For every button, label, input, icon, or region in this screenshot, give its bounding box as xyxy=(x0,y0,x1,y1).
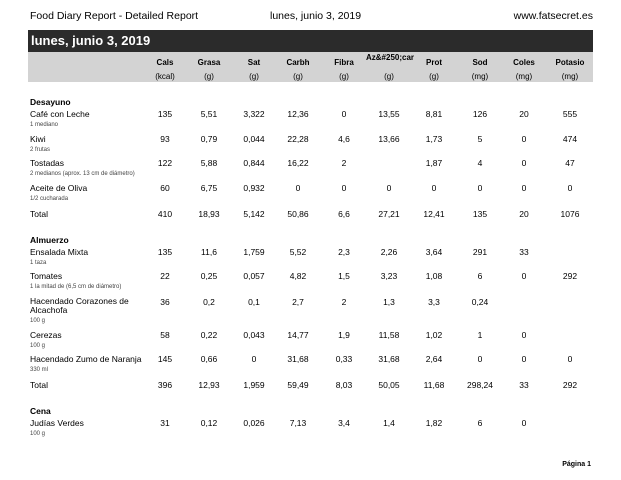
nutrient-value: 1 xyxy=(477,330,483,340)
nutrient-value: 291 xyxy=(472,247,488,257)
section-total-value: 410 xyxy=(157,209,173,219)
nutrient-value: 1,759 xyxy=(243,247,265,257)
nutrient-value: 0,24 xyxy=(471,297,489,307)
nutrient-value: 1,08 xyxy=(425,271,443,281)
column-header-name: Cals xyxy=(156,58,174,67)
nutrient-value: 474 xyxy=(562,134,578,144)
nutrient-value: 0,057 xyxy=(243,271,265,281)
nutrient-value: 126 xyxy=(472,109,488,119)
nutrient-value: 13,66 xyxy=(378,134,400,144)
food-item-portion: 1 la mitad de (6,5 cm de diámetro) xyxy=(30,284,122,290)
nutrient-value: 2,26 xyxy=(380,247,398,257)
nutrient-value: 0,33 xyxy=(335,354,353,364)
section-total-value: 135 xyxy=(472,209,488,219)
nutrient-value: 33 xyxy=(519,247,529,257)
food-item-name[interactable]: Café con Leche xyxy=(30,109,90,119)
nutrient-value: 1,9 xyxy=(338,330,350,340)
nutrient-value: 0 xyxy=(295,183,301,193)
nutrient-value: 0,79 xyxy=(200,134,218,144)
nutrient-value: 13,55 xyxy=(378,109,400,119)
section-total-value: 12,93 xyxy=(198,380,220,390)
column-header-unit: (g) xyxy=(384,72,394,81)
nutrient-value: 555 xyxy=(562,109,578,119)
column-header-name: Carbh xyxy=(286,58,310,67)
food-item-name[interactable]: Hacendado Corazones de Alcachofa xyxy=(30,296,129,315)
nutrient-value: 292 xyxy=(562,271,578,281)
nutrient-value: 145 xyxy=(157,354,173,364)
food-item-name[interactable]: Kiwi xyxy=(30,134,46,144)
nutrient-value: 0,1 xyxy=(248,297,260,307)
nutrient-value: 93 xyxy=(160,134,170,144)
section-total-value: 33 xyxy=(519,380,529,390)
nutrient-value: 22 xyxy=(160,271,170,281)
section-total-value: 59,49 xyxy=(287,380,309,390)
nutrient-value: 0,026 xyxy=(243,418,265,428)
nutrient-value: 0 xyxy=(341,183,347,193)
column-header-unit: (g) xyxy=(429,72,439,81)
section-total-value: 298,24 xyxy=(467,380,493,390)
nutrient-value: 6 xyxy=(477,271,483,281)
nutrient-value: 0,25 xyxy=(200,271,218,281)
nutrient-value: 1,02 xyxy=(425,330,443,340)
nutrient-value: 0,844 xyxy=(243,158,265,168)
nutrient-value: 1,73 xyxy=(425,134,443,144)
column-header-unit: (kcal) xyxy=(155,72,175,81)
nutrient-value: 11,58 xyxy=(378,330,400,340)
nutrient-value: 6 xyxy=(477,418,483,428)
nutrient-value: 7,13 xyxy=(289,418,307,428)
nutrient-value: 5,51 xyxy=(200,109,218,119)
section-total-value: 396 xyxy=(157,380,173,390)
nutrient-value: 0 xyxy=(431,183,437,193)
nutrient-value: 3,23 xyxy=(380,271,398,281)
nutrient-value: 0 xyxy=(251,354,257,364)
nutrient-value: 0,932 xyxy=(243,183,265,193)
section-total-value: 50,86 xyxy=(287,209,309,219)
nutrient-value: 6,75 xyxy=(200,183,218,193)
food-item-portion: 2 medianos (aprox. 13 cm de diámetro) xyxy=(30,171,135,177)
nutrient-value: 0,044 xyxy=(243,134,265,144)
section-total-value: 5,142 xyxy=(243,209,265,219)
nutrient-value: 3,4 xyxy=(338,418,350,428)
nutrient-value: 60 xyxy=(160,183,170,193)
nutrient-value: 0 xyxy=(341,109,347,119)
section-total-value: 18,93 xyxy=(198,209,220,219)
nutrient-value: 11,6 xyxy=(201,247,217,257)
meal-section-title: Cena xyxy=(30,406,51,416)
nutrient-value: 20 xyxy=(519,109,529,119)
nutrient-value: 1,4 xyxy=(383,418,395,428)
column-header-unit: (mg) xyxy=(561,72,579,81)
nutrient-value: 0 xyxy=(567,183,573,193)
nutrient-value: 0,043 xyxy=(243,330,265,340)
nutrient-value: 0 xyxy=(521,271,527,281)
section-total-label: Total xyxy=(30,380,48,390)
food-item-name[interactable]: Tostadas xyxy=(30,158,65,168)
nutrient-value: 5,52 xyxy=(289,247,307,257)
nutrient-value: 1,87 xyxy=(425,158,443,168)
nutrient-value: 47 xyxy=(565,158,575,168)
nutrient-value: 2,3 xyxy=(338,247,350,257)
nutrient-value: 16,22 xyxy=(287,158,309,168)
nutrient-value: 2 xyxy=(341,297,347,307)
nutrient-value: 0 xyxy=(477,354,483,364)
nutrient-value: 4 xyxy=(477,158,483,168)
column-header-unit: (mg) xyxy=(471,72,489,81)
nutrient-value: 0,2 xyxy=(203,297,215,307)
section-total-value: 1076 xyxy=(560,209,580,219)
section-total-value: 20 xyxy=(519,209,529,219)
nutrient-value: 1,82 xyxy=(425,418,443,428)
nutrient-value: 135 xyxy=(157,247,173,257)
meal-section-title: Almuerzo xyxy=(30,235,69,245)
nutrient-value: 1,3 xyxy=(383,297,395,307)
section-total-label: Total xyxy=(30,209,48,219)
nutrient-value: 0 xyxy=(521,418,527,428)
section-total-value: 1,959 xyxy=(243,380,265,390)
report-date: lunes, junio 3, 2019 xyxy=(270,10,362,22)
food-item-name[interactable]: Hacendado Zumo de Naranja xyxy=(30,354,142,364)
column-header-unit: (g) xyxy=(249,72,259,81)
food-item-name[interactable]: Tomates xyxy=(30,271,63,281)
section-total-value: 6,6 xyxy=(338,209,350,219)
nutrient-value: 2,64 xyxy=(425,354,443,364)
nutrient-value: 0 xyxy=(477,183,483,193)
nutrient-value: 3,322 xyxy=(243,109,265,119)
nutrient-value: 31 xyxy=(160,418,170,428)
column-header-name: Fibra xyxy=(334,58,354,67)
food-item-portion: 100 g xyxy=(30,343,46,349)
nutrient-value: 12,36 xyxy=(287,109,309,119)
nutrient-value: 36 xyxy=(160,297,170,307)
page-number: Página 1 xyxy=(562,461,591,468)
nutrient-value: 31,68 xyxy=(287,354,309,364)
nutrient-value: 0,12 xyxy=(200,418,218,428)
nutrient-value: 58 xyxy=(160,330,170,340)
section-total-value: 27,21 xyxy=(378,209,400,219)
nutrient-value: 0 xyxy=(521,330,527,340)
column-header-name: Sat xyxy=(247,58,261,67)
food-item-portion: 1/2 cucharada xyxy=(30,196,69,202)
column-header-name: Az&#250;car xyxy=(366,53,415,62)
nutrient-value: 0,66 xyxy=(200,354,218,364)
column-header-name: Sod xyxy=(472,58,488,67)
nutrient-value: 22,28 xyxy=(287,134,309,144)
meal-section-title: Desayuno xyxy=(30,97,71,107)
nutrient-value: 0,22 xyxy=(200,330,218,340)
nutrient-value: 5 xyxy=(477,134,483,144)
nutrient-value: 4,6 xyxy=(338,134,350,144)
nutrient-value: 0 xyxy=(567,354,573,364)
nutrient-value: 4,82 xyxy=(289,271,307,281)
column-header-unit: (g) xyxy=(204,72,214,81)
column-header-unit: (g) xyxy=(339,72,349,81)
food-item-name[interactable]: Cerezas xyxy=(30,330,62,340)
nutrient-value: 8,81 xyxy=(425,109,443,119)
section-total-value: 12,41 xyxy=(423,209,445,219)
report-title: Food Diary Report - Detailed Report xyxy=(30,10,199,22)
food-item-name[interactable]: Ensalada Mixta xyxy=(30,247,89,257)
column-header-name: Grasa xyxy=(197,58,221,67)
day-title-bar: lunes, junio 3, 2019 xyxy=(28,30,593,52)
nutrient-value: 1,5 xyxy=(338,271,350,281)
food-item-name[interactable]: Judías Verdes xyxy=(30,418,84,428)
nutrient-value: 0 xyxy=(521,354,527,364)
column-header-unit: (mg) xyxy=(515,72,533,81)
nutrient-value: 2 xyxy=(341,158,347,168)
nutrient-value: 2,7 xyxy=(292,297,304,307)
column-header-name: Coles xyxy=(513,58,535,67)
column-header-unit: (g) xyxy=(293,72,303,81)
nutrient-value: 3,64 xyxy=(425,247,443,257)
nutrient-value: 122 xyxy=(157,158,173,168)
section-total-value: 292 xyxy=(562,380,578,390)
column-header-name: Potasio xyxy=(555,58,585,67)
food-item-name[interactable]: Aceite de Oliva xyxy=(30,183,88,193)
nutrient-value: 0 xyxy=(521,158,527,168)
nutrient-value: 0 xyxy=(386,183,392,193)
food-item-portion: 1 mediano xyxy=(30,122,59,128)
food-item-portion: 100 g xyxy=(30,318,46,324)
food-item-portion: 100 g xyxy=(30,431,46,437)
nutrient-value: 5,88 xyxy=(200,158,218,168)
nutrient-value: 0 xyxy=(521,183,527,193)
nutrient-value: 0 xyxy=(521,134,527,144)
section-total-value: 8,03 xyxy=(335,380,353,390)
site-url[interactable]: www.fatsecret.es xyxy=(513,10,593,22)
nutrient-value: 135 xyxy=(157,109,173,119)
section-total-value: 11,68 xyxy=(423,380,445,390)
food-item-portion: 330 ml xyxy=(30,367,49,373)
column-header-name: Prot xyxy=(426,58,442,67)
nutrient-value: 31,68 xyxy=(378,354,400,364)
nutrient-value: 14,77 xyxy=(287,330,309,340)
food-item-portion: 1 taza xyxy=(30,260,47,266)
nutrient-value: 3,3 xyxy=(428,297,440,307)
food-item-portion: 2 frutas xyxy=(30,147,51,153)
section-total-value: 50,05 xyxy=(378,380,400,390)
